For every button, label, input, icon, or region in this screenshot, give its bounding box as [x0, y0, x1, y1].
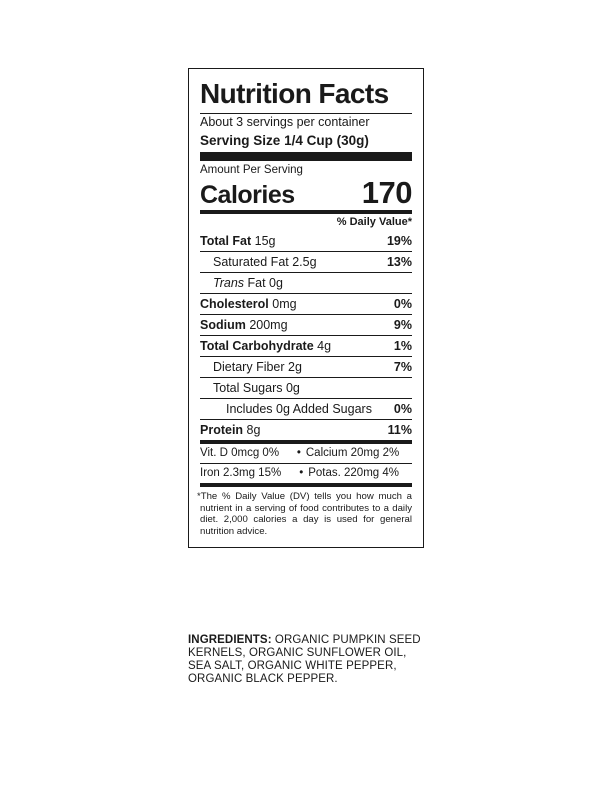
nutrient-amount: 0g — [285, 381, 300, 395]
daily-value-footnote — [197, 487, 412, 537]
ingredients-section — [188, 634, 424, 686]
nutrient-name: Sodium — [200, 318, 246, 332]
nutrient-dv: 19% — [386, 234, 412, 248]
ingredients-body: ORGANIC PUMPKIN SEED KERNELS, ORGANIC SUNFLOWER OIL, SEA SALT, ORGANIC WHITE PEPPER, ORGANIC BLACK PEPPER. — [188, 634, 421, 685]
serving-size-row — [200, 131, 412, 152]
nutrient-name: Trans — [213, 276, 245, 290]
table-row — [200, 252, 412, 273]
nutrient-name: Total Fat — [200, 234, 252, 248]
servings-per-container: About 3 servings per container — [200, 115, 370, 129]
table-row — [200, 399, 412, 420]
nutrient-name: Saturated Fat — [213, 255, 289, 269]
nutrient-amount: 0mg — [272, 297, 297, 311]
table-row — [200, 273, 412, 294]
nutrient-list — [200, 231, 412, 444]
serving-size-label: Serving Size — [200, 133, 281, 148]
nutrient-dv: 0% — [393, 402, 412, 416]
nutrient-amount: Fat 0g — [247, 276, 283, 290]
vitamin-right: Calcium 20mg 2% — [305, 447, 400, 459]
vitamin-left: Vit. D 0mcg 0% — [200, 447, 280, 459]
nutrient-dv: 1% — [393, 339, 412, 353]
vitamin-right: Potas. 220mg 4% — [308, 467, 399, 479]
nutrient-name: Protein — [200, 423, 244, 437]
table-row — [200, 464, 412, 487]
vitamin-left: Iron 2.3mg 15% — [200, 467, 282, 479]
nutrient-name: Total Carbohydrate — [200, 339, 314, 353]
ingredients-heading: INGREDIENTS: — [188, 634, 272, 646]
daily-value-header: % Daily Value* — [336, 216, 412, 228]
calories-label: Calories — [200, 181, 295, 209]
nutrient-amount: 2g — [288, 360, 302, 374]
nutrient-amount: 4g — [317, 339, 332, 353]
footnote-text: The % Daily Value (DV) tells you how much a nutrient in a serving of food contributes to a daily diet. 2,000 calories a day is used for general nutrition advice. — [200, 491, 412, 537]
footnote-asterisk: * — [197, 491, 201, 502]
bullet-icon: • — [296, 447, 301, 459]
nutrient-name: Total Sugars — [213, 381, 283, 395]
nutrient-amount: 8g — [246, 423, 261, 437]
table-row — [200, 378, 412, 399]
nutrient-amount: 2.5g — [292, 255, 317, 269]
page-title: Nutrition Facts — [200, 78, 389, 109]
nutrient-dv: 0% — [393, 297, 412, 311]
nutrient-name: Dietary Fiber — [213, 360, 285, 374]
vitamin-list — [200, 444, 412, 487]
nutrient-dv: 11% — [387, 423, 412, 437]
bullet-icon: • — [299, 467, 304, 479]
table-row — [200, 444, 412, 464]
table-row — [200, 231, 412, 252]
nutrient-dv: 7% — [393, 360, 412, 374]
table-row — [200, 357, 412, 378]
amount-per-serving: Amount Per Serving — [200, 164, 303, 176]
divider-serving — [200, 152, 412, 161]
nutrient-name: Cholesterol — [200, 297, 269, 311]
nutrient-amount: 200mg — [249, 318, 288, 332]
nutrition-facts-panel — [188, 68, 424, 548]
nutrient-amount: 15g — [254, 234, 276, 248]
table-row — [200, 336, 412, 357]
table-row — [200, 315, 412, 336]
calories-row — [200, 177, 412, 210]
calories-value: 170 — [361, 175, 412, 210]
nutrient-dv: 13% — [386, 255, 412, 269]
table-row — [200, 420, 412, 444]
serving-size-value: 1/4 Cup (30g) — [284, 133, 369, 148]
nutrient-dv: 9% — [393, 318, 412, 332]
table-row — [200, 294, 412, 315]
nutrient-name: Includes 0g Added Sugars — [226, 402, 372, 416]
